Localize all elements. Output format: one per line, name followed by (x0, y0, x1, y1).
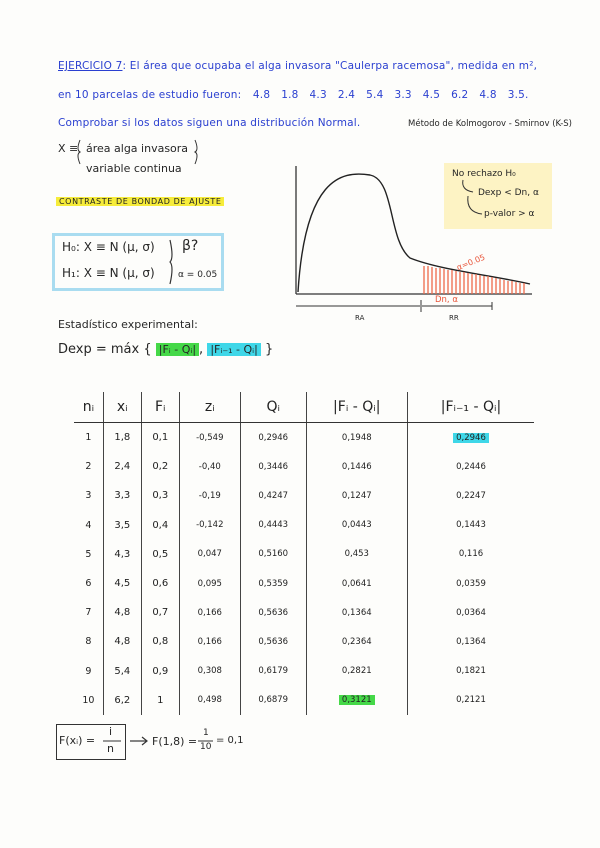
table-cell-value: 0,047 (197, 549, 222, 560)
table-cell-value: 0,2946 (258, 432, 289, 443)
table-cell-value: 0,2121 (456, 695, 486, 706)
table-cell-value: 0,9 (152, 665, 169, 677)
table-cell-value: 0,5636 (258, 607, 289, 618)
note-arrow-2 (468, 196, 482, 214)
table-cell-value: 0,8 (152, 636, 169, 648)
graph-rr-label: RR (449, 314, 459, 322)
table-cell-value: 2,4 (114, 461, 131, 473)
h1-hypothesis: H₁: X ≡ N (μ, σ) (62, 266, 155, 280)
table-cell-value: 0,0641 (341, 578, 372, 589)
table-header-cell: |Fᵢ₋₁ - Qᵢ| (407, 392, 534, 423)
table-cell-value: 0,5 (152, 548, 169, 560)
table-cell-value: 0,2821 (341, 666, 372, 677)
formula-den: n (107, 742, 114, 755)
data-value: 1.8 (281, 89, 299, 101)
table-cell-value: 0,453 (344, 549, 369, 560)
table-cell-value: 0,3121 (339, 695, 375, 705)
table-cell-value: 0,1247 (341, 490, 372, 501)
table-cell-value: 2 (85, 461, 92, 473)
hypothesis-divider (170, 240, 172, 284)
data-value: 6.2 (451, 89, 469, 101)
table-cell-value: 0,4 (152, 519, 169, 531)
table-cell-value: 0,4247 (258, 490, 289, 501)
table-cell-value: 5 (85, 548, 92, 560)
table-cell-value: 0,6 (152, 578, 169, 590)
table-cell-value: 0,4443 (258, 520, 289, 531)
table-cell-value: 0,6879 (258, 695, 289, 706)
variable-line1: área alga invasora (86, 142, 189, 155)
table-header-cell: Fᵢ (141, 392, 179, 423)
method-note: Método de Kolmogorov - Smirnov (K-S) (408, 119, 572, 129)
h0-hypothesis: H₀: X ≡ N (μ, σ) (62, 240, 155, 254)
table-cell-value: 0,1446 (341, 461, 372, 472)
data-value: 3.3 (394, 89, 412, 101)
data-value: 4.8 (479, 89, 497, 101)
dexp-term1: |Fᵢ - Qᵢ| (156, 343, 199, 356)
variable-line2: variable continua (86, 162, 182, 175)
table-cell-value: 0,166 (197, 636, 222, 647)
table-cell-value: 3,5 (114, 519, 131, 531)
formula-lhs: F(xᵢ) = (59, 734, 96, 747)
dexp-prefix: Dexp = máx { (58, 342, 152, 357)
table-cell-value: 0,2364 (341, 636, 372, 647)
table-cell-value: 0,7 (152, 607, 169, 619)
table-cell-value: 0,1948 (341, 432, 372, 443)
alpha-label: α = 0.05 (178, 270, 218, 280)
table-cell-value: 8 (85, 636, 92, 648)
formula-num: i (109, 725, 113, 738)
table-cell-value: 0,1364 (456, 636, 486, 647)
beta-label: β? (182, 238, 199, 254)
data-value: 4.5 (422, 89, 441, 101)
density-curve (298, 174, 530, 292)
table-cell-value: 0,0364 (456, 607, 486, 618)
table-cell-value: 0,0359 (456, 578, 486, 589)
table-cell-value: 0,1821 (456, 666, 486, 677)
table-cell-value: 0,5160 (258, 549, 289, 560)
table-cell-value: 0,308 (197, 666, 222, 677)
table-cell-value: 0,2946 (453, 433, 489, 443)
formula-example-num: 1 (203, 728, 209, 738)
table-cell-value: 1,8 (114, 432, 131, 444)
statement-text-2: en 10 parcelas de estudio fueron: (58, 89, 242, 101)
table-cell-value: 4 (85, 519, 92, 531)
table-cell-value: 0,2446 (456, 461, 486, 472)
table-cell-value: 0,498 (197, 695, 222, 706)
table-cell-value: 0,116 (458, 549, 484, 560)
table-header-cell: xᵢ (103, 392, 141, 423)
table-cell-value: -0,40 (198, 461, 221, 472)
dexp-close: } (264, 342, 274, 357)
table-cell-value: 0,1 (152, 432, 169, 444)
table-cell-value: 0,1364 (341, 607, 372, 618)
data-value: 4.8 (252, 89, 271, 101)
formula-example-prefix: F(1,8) = (152, 735, 198, 748)
formula-example-result: = 0,1 (216, 735, 244, 746)
table-cell-value: 0,6179 (258, 666, 289, 677)
table-cell-value: 3 (85, 490, 92, 502)
table-cell-value: 0,166 (197, 607, 222, 618)
table-cell-value: 4,5 (114, 578, 131, 590)
table-cell-value: 1 (85, 432, 92, 444)
formula-example-den: 10 (200, 742, 212, 752)
table-cell-value: 6 (85, 578, 92, 590)
statement-text: : El área que ocupaba el alga invasora "Caulerpa racemosa", medida en m², (122, 60, 538, 72)
variable-brace-left (78, 140, 80, 164)
exercise-label: EJERCICIO 7 (58, 60, 123, 72)
stat-title: Estadístico experimental: (58, 318, 198, 331)
table-cell-value: 0,3 (152, 490, 169, 502)
data-value: 4.3 (309, 89, 327, 101)
variable-symbol: X ≡ (58, 142, 79, 155)
variable-brace-right (195, 140, 197, 164)
table-cell-value: 10 (82, 694, 95, 706)
decision-line2: p-valor > α (484, 209, 535, 219)
dexp-sep: , (199, 342, 204, 357)
table-cell-value: 0,3446 (258, 461, 289, 472)
table-cell-value: -0,19 (198, 490, 221, 501)
dexp-term2: |Fᵢ₋₁ - Qᵢ| (207, 343, 261, 356)
table-cell-value: -0,142 (196, 520, 224, 531)
table-header-cell: nᵢ (74, 392, 103, 423)
table-cell-value: 1 (157, 694, 164, 706)
table-cell-value: 0,2247 (456, 490, 486, 501)
table-cell-value: 0,1443 (456, 520, 486, 531)
table-cell-value: 0,2 (152, 461, 169, 473)
table-cell-value: 6,2 (114, 694, 131, 706)
note-arrow-1 (463, 180, 473, 192)
table-cell-value: 9 (85, 665, 92, 677)
data-value: 3.5. (507, 89, 529, 101)
table-cell-value: 0,5359 (258, 578, 289, 589)
data-value: 5.4 (366, 89, 384, 101)
graph-ra-label: RA (355, 314, 365, 322)
table-header-cell: Qᵢ (240, 392, 306, 423)
decision-title: No rechazo H₀ (452, 169, 516, 179)
exercise-statement-line3: Comprobar si los datos siguen una distribución Normal. (58, 117, 361, 129)
decision-line1: Dexp < Dn, α (478, 188, 539, 198)
graph-alpha-label: α=0.05 (455, 252, 487, 273)
table-cell-value: 0,5636 (258, 636, 289, 647)
table-cell-value: 7 (85, 607, 92, 619)
graph-dn-label: Dn, α (435, 295, 458, 305)
table-cell-value: -0,549 (196, 432, 224, 443)
table-cell-value: 4,8 (114, 636, 131, 648)
table-cell-value: 4,3 (114, 548, 131, 560)
table-cell-value: 3,3 (114, 490, 131, 502)
data-value: 2.4 (337, 89, 356, 101)
table-cell-value: 0,095 (197, 578, 222, 589)
table-header-cell: |Fᵢ - Qᵢ| (306, 392, 407, 423)
table-cell-value: 0,0443 (341, 520, 372, 531)
contrast-title-text: CONTRASTE DE BONDAD DE AJUSTE (56, 197, 224, 206)
table-header-cell: zᵢ (179, 392, 240, 423)
table-cell-value: 5,4 (114, 665, 131, 677)
table-cell-value: 4,8 (114, 607, 131, 619)
